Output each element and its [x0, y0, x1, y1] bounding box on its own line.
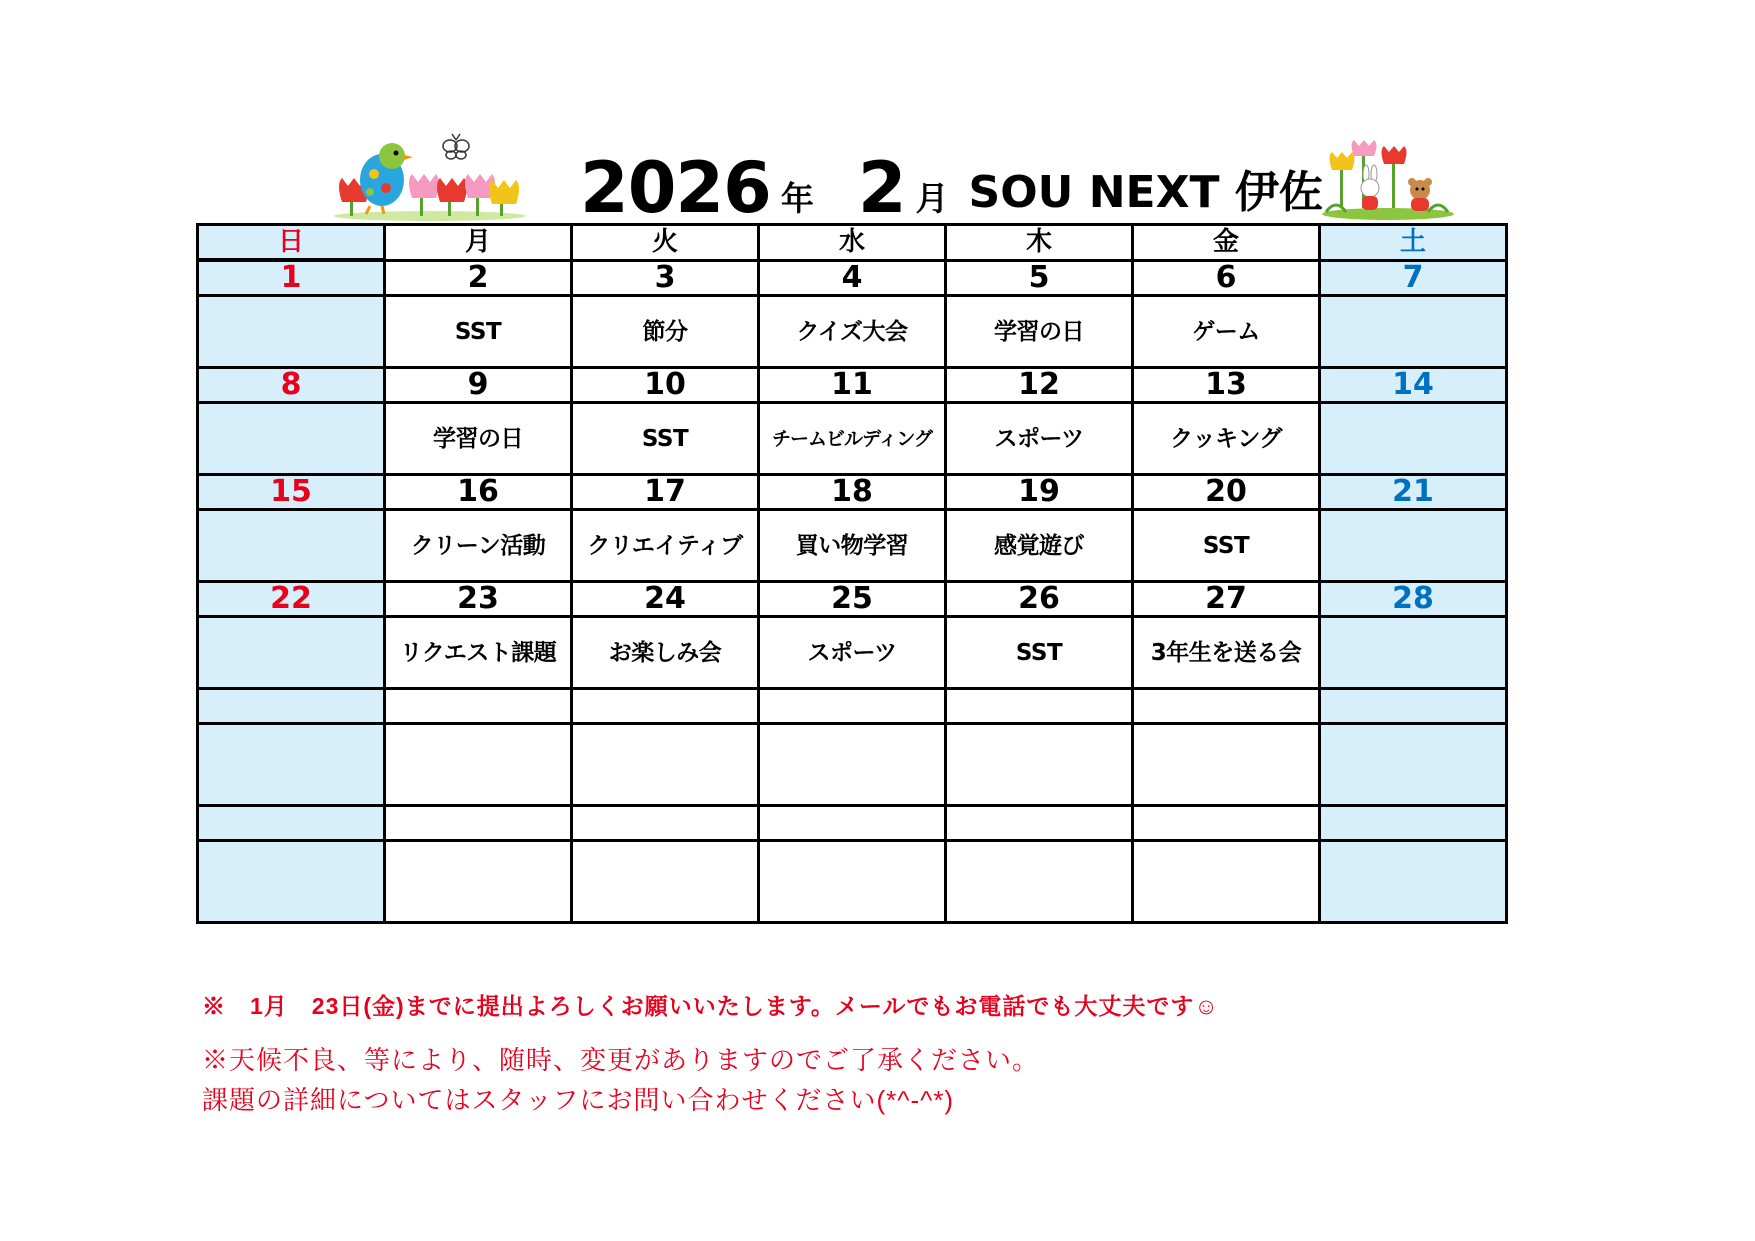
day-number: 23 — [385, 582, 572, 617]
day-event: SST — [946, 617, 1133, 689]
day-number — [198, 689, 385, 724]
day-event — [198, 617, 385, 689]
weekday-header: 水 — [759, 225, 946, 261]
day-event: 買い物学習 — [759, 510, 946, 582]
day-number: 17 — [572, 475, 759, 510]
day-number: 4 — [759, 260, 946, 296]
day-event — [572, 841, 759, 923]
day-event — [1133, 724, 1320, 806]
day-event — [198, 841, 385, 923]
day-event — [572, 724, 759, 806]
day-number: 13 — [1133, 368, 1320, 403]
day-number: 12 — [946, 368, 1133, 403]
day-event: ゲーム — [1133, 296, 1320, 368]
day-event: クリーン活動 — [385, 510, 572, 582]
week-event-row — [198, 403, 1507, 475]
calendar-title — [580, 147, 1323, 229]
day-event: クリエイティブ — [572, 510, 759, 582]
title-year-unit: 年 — [780, 179, 814, 218]
day-number: 21 — [1320, 475, 1507, 510]
day-event: SST — [572, 403, 759, 475]
weekday-header: 金 — [1133, 225, 1320, 261]
day-number: 8 — [198, 368, 385, 403]
weekday-header: 月 — [385, 225, 572, 261]
day-number: 18 — [759, 475, 946, 510]
day-event: SST — [1133, 510, 1320, 582]
day-number: 2 — [385, 260, 572, 296]
day-number — [1320, 689, 1507, 724]
day-event — [198, 296, 385, 368]
week-date-row — [198, 260, 1507, 296]
weekday-header: 火 — [572, 225, 759, 261]
day-number: 10 — [572, 368, 759, 403]
day-event — [759, 724, 946, 806]
day-number: 20 — [1133, 475, 1320, 510]
day-number: 1 — [198, 260, 385, 296]
week-event-row — [198, 841, 1507, 923]
day-event — [385, 841, 572, 923]
day-event — [1320, 841, 1507, 923]
day-number — [1133, 689, 1320, 724]
day-number: 27 — [1133, 582, 1320, 617]
day-number: 22 — [198, 582, 385, 617]
day-number: 7 — [1320, 260, 1507, 296]
day-event: 3年生を送る会 — [1133, 617, 1320, 689]
day-number — [946, 689, 1133, 724]
day-event — [1320, 403, 1507, 475]
day-number: 6 — [1133, 260, 1320, 296]
day-number — [759, 689, 946, 724]
rabbit-bear-tulips-illustration — [1318, 130, 1458, 220]
day-event — [946, 841, 1133, 923]
week-date-row — [198, 806, 1507, 841]
details-note: 課題の詳細についてはスタッフにお問い合わせください(*^-^*) — [202, 1085, 955, 1115]
day-number: 15 — [198, 475, 385, 510]
day-number — [759, 806, 946, 841]
title-month: 2 — [857, 147, 906, 229]
title-month-unit: 月 — [915, 179, 949, 218]
day-number: 9 — [385, 368, 572, 403]
bird-tulips-illustration — [330, 132, 540, 222]
day-event — [198, 403, 385, 475]
day-number — [946, 806, 1133, 841]
day-number — [385, 806, 572, 841]
day-event: チームビルディング — [759, 403, 946, 475]
title-facility: SOU NEXT 伊佐 — [968, 167, 1323, 218]
day-number: 16 — [385, 475, 572, 510]
day-number — [1133, 806, 1320, 841]
day-event: 学習の日 — [385, 403, 572, 475]
day-event: 学習の日 — [946, 296, 1133, 368]
day-event — [1320, 724, 1507, 806]
weekday-header: 木 — [946, 225, 1133, 261]
day-number: 26 — [946, 582, 1133, 617]
week-date-row — [198, 689, 1507, 724]
deadline-note: ※ 1月 23日(金)までに提出よろしくお願いいたします。メールでもお電話でも大丈夫です☺ — [202, 993, 1219, 1019]
day-event — [946, 724, 1133, 806]
day-number: 3 — [572, 260, 759, 296]
title-year: 2026 — [580, 147, 771, 229]
weekday-header: 日 — [198, 225, 385, 261]
day-event: クイズ大会 — [759, 296, 946, 368]
day-event: お楽しみ会 — [572, 617, 759, 689]
day-event: スポーツ — [946, 403, 1133, 475]
day-number: 14 — [1320, 368, 1507, 403]
weekday-header: 土 — [1320, 225, 1507, 261]
day-number — [198, 806, 385, 841]
calendar-grid — [196, 223, 1508, 924]
week-event-row — [198, 510, 1507, 582]
day-event — [198, 510, 385, 582]
week-event-row — [198, 296, 1507, 368]
weather-note: ※天候不良、等により、随時、変更がありますのでご了承ください。 — [202, 1045, 1040, 1075]
day-event: リクエスト課題 — [385, 617, 572, 689]
day-number: 5 — [946, 260, 1133, 296]
day-number: 25 — [759, 582, 946, 617]
day-number: 19 — [946, 475, 1133, 510]
day-number — [385, 689, 572, 724]
day-event: スポーツ — [759, 617, 946, 689]
day-number — [572, 689, 759, 724]
day-event — [759, 841, 946, 923]
day-number: 28 — [1320, 582, 1507, 617]
day-number — [1320, 806, 1507, 841]
day-event — [1133, 841, 1320, 923]
day-event — [385, 724, 572, 806]
week-date-row — [198, 368, 1507, 403]
day-number: 11 — [759, 368, 946, 403]
week-event-row — [198, 724, 1507, 806]
day-event — [198, 724, 385, 806]
day-event — [1320, 510, 1507, 582]
week-date-row — [198, 475, 1507, 510]
day-event: 感覚遊び — [946, 510, 1133, 582]
day-event — [1320, 617, 1507, 689]
day-event: クッキング — [1133, 403, 1320, 475]
week-date-row — [198, 582, 1507, 617]
weekday-header-row — [198, 225, 1507, 261]
day-event: SST — [385, 296, 572, 368]
day-number: 24 — [572, 582, 759, 617]
day-event — [1320, 296, 1507, 368]
day-event: 節分 — [572, 296, 759, 368]
week-event-row — [198, 617, 1507, 689]
day-number — [572, 806, 759, 841]
